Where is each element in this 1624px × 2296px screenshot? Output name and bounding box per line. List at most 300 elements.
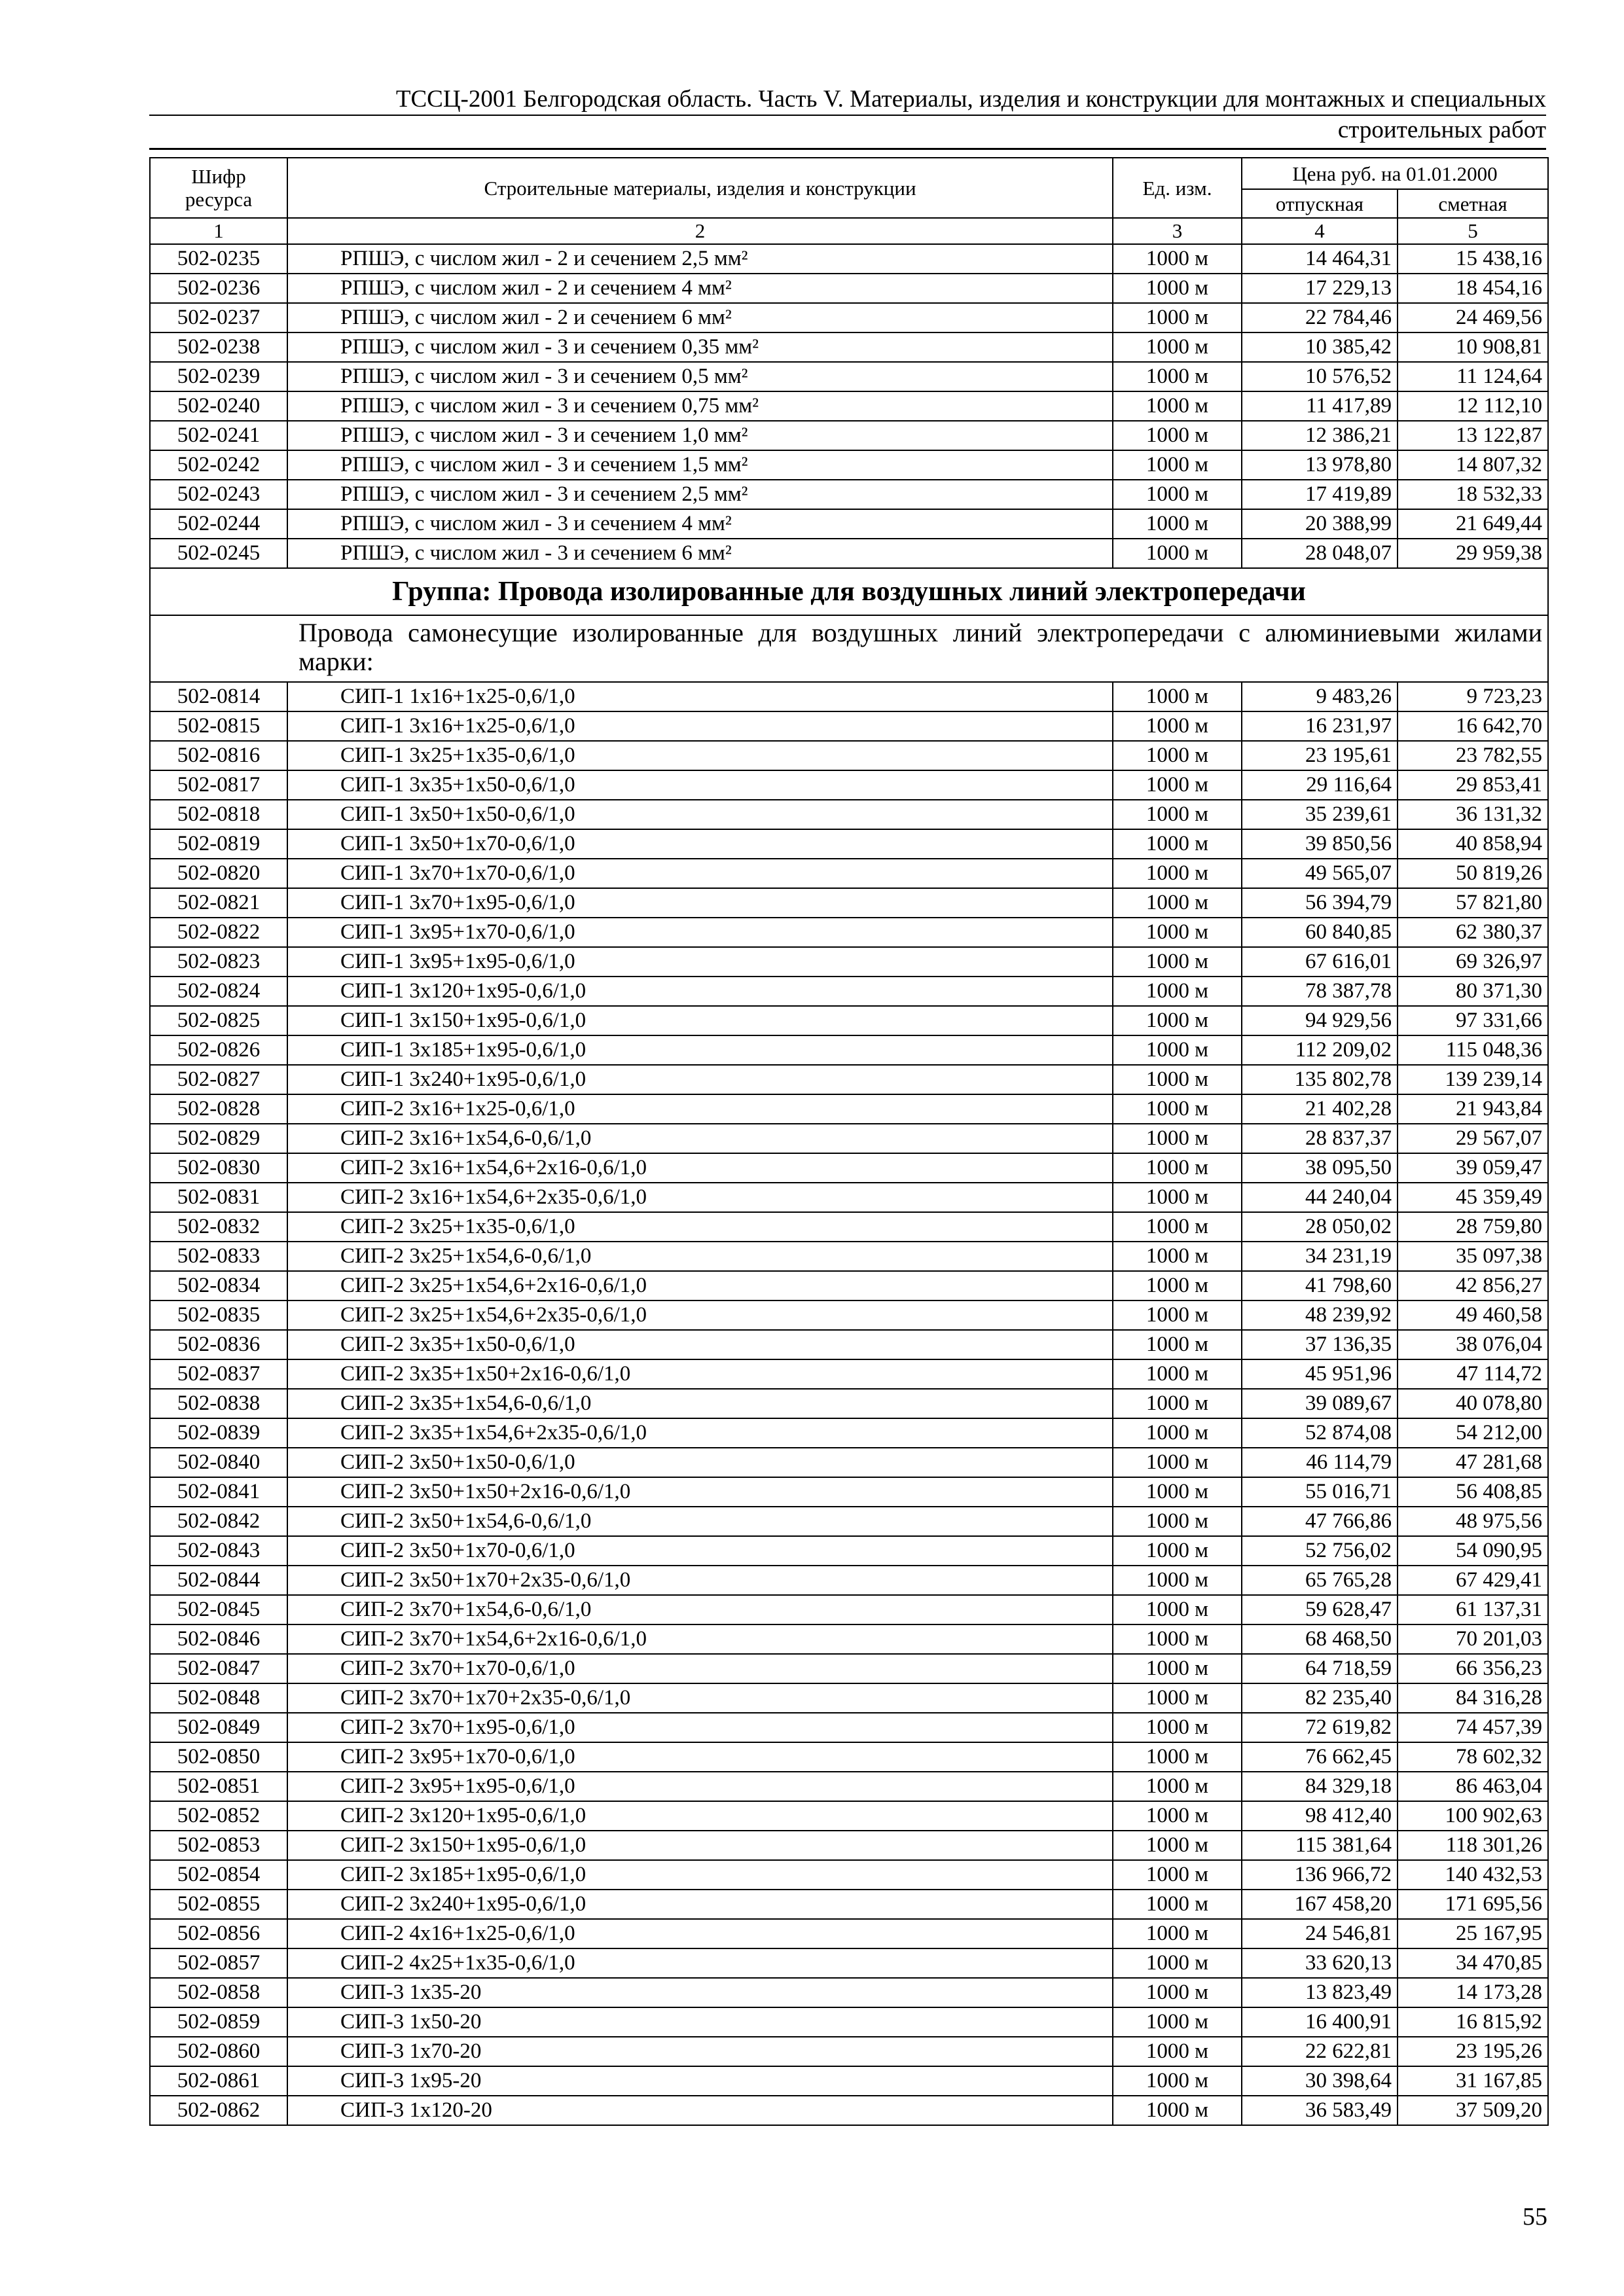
cell-code: 502-0851 xyxy=(150,1772,287,1801)
cell-estimate-price: 31 167,85 xyxy=(1398,2066,1548,2096)
cell-code: 502-0814 xyxy=(150,682,287,711)
cell-unit: 1000 м xyxy=(1113,1654,1242,1683)
cell-estimate-price: 115 048,36 xyxy=(1398,1035,1548,1065)
cell-unit: 1000 м xyxy=(1113,770,1242,800)
cell-unit: 1000 м xyxy=(1113,244,1242,274)
cell-name: СИП-2 3х50+1х54,6-0,6/1,0 xyxy=(287,1507,1113,1536)
cell-name: СИП-2 3х50+1х70+2х35-0,6/1,0 xyxy=(287,1566,1113,1595)
cell-code: 502-0831 xyxy=(150,1183,287,1212)
cell-estimate-price: 29 567,07 xyxy=(1398,1124,1548,1153)
cell-release-price: 13 823,49 xyxy=(1242,1978,1398,2007)
table-row xyxy=(150,977,1548,1006)
cell-estimate-price: 29 853,41 xyxy=(1398,770,1548,800)
cell-code: 502-0242 xyxy=(150,450,287,480)
cell-estimate-price: 140 432,53 xyxy=(1398,1860,1548,1890)
cell-name: СИП-3 1х120-20 xyxy=(287,2096,1113,2125)
cell-unit: 1000 м xyxy=(1113,947,1242,977)
cell-name: СИП-1 3х70+1х70-0,6/1,0 xyxy=(287,859,1113,888)
cell-estimate-price: 47 114,72 xyxy=(1398,1359,1548,1389)
table-row xyxy=(150,888,1548,918)
cell-estimate-price: 139 239,14 xyxy=(1398,1065,1548,1094)
cell-code: 502-0816 xyxy=(150,741,287,770)
cell-release-price: 59 628,47 xyxy=(1242,1595,1398,1624)
cell-release-price: 56 394,79 xyxy=(1242,888,1398,918)
cell-name: СИП-2 3х35+1х50-0,6/1,0 xyxy=(287,1330,1113,1359)
cell-estimate-price: 23 782,55 xyxy=(1398,741,1548,770)
col-number-4: 4 xyxy=(1242,218,1398,244)
cell-name: СИП-2 4х25+1х35-0,6/1,0 xyxy=(287,1948,1113,1978)
cell-unit: 1000 м xyxy=(1113,1183,1242,1212)
cell-code: 502-0854 xyxy=(150,1860,287,1890)
cell-code: 502-0850 xyxy=(150,1742,287,1772)
table-row xyxy=(150,1801,1548,1831)
cell-release-price: 52 874,08 xyxy=(1242,1418,1398,1448)
cell-name: СИП-1 3х50+1х50-0,6/1,0 xyxy=(287,800,1113,829)
cell-unit: 1000 м xyxy=(1113,977,1242,1006)
cell-name: РПШЭ, с числом жил - 3 и сечением 2,5 мм² xyxy=(287,480,1113,509)
cell-code: 502-0815 xyxy=(150,711,287,741)
cell-release-price: 76 662,45 xyxy=(1242,1742,1398,1772)
cell-code: 502-0822 xyxy=(150,918,287,947)
cell-code: 502-0860 xyxy=(150,2037,287,2066)
cell-name: СИП-2 3х240+1х95-0,6/1,0 xyxy=(287,1890,1113,1919)
cell-estimate-price: 16 642,70 xyxy=(1398,711,1548,741)
cell-unit: 1000 м xyxy=(1113,1271,1242,1300)
cell-release-price: 28 048,07 xyxy=(1242,539,1398,568)
cell-code: 502-0844 xyxy=(150,1566,287,1595)
table-row xyxy=(150,303,1548,332)
cell-unit: 1000 м xyxy=(1113,829,1242,859)
table-row xyxy=(150,1860,1548,1890)
cell-name: РПШЭ, с числом жил - 3 и сечением 0,35 мм² xyxy=(287,332,1113,362)
cell-name: СИП-2 3х70+1х95-0,6/1,0 xyxy=(287,1713,1113,1742)
cell-unit: 1000 м xyxy=(1113,711,1242,741)
col-number-5: 5 xyxy=(1398,218,1548,244)
cell-name: РПШЭ, с числом жил - 3 и сечением 0,75 мм² xyxy=(287,391,1113,421)
cell-estimate-price: 38 076,04 xyxy=(1398,1330,1548,1359)
cell-estimate-price: 21 943,84 xyxy=(1398,1094,1548,1124)
table-row xyxy=(150,2037,1548,2066)
cell-estimate-price: 21 649,44 xyxy=(1398,509,1548,539)
table-row xyxy=(150,1094,1548,1124)
table-row xyxy=(150,859,1548,888)
cell-code: 502-0833 xyxy=(150,1242,287,1271)
cell-unit: 1000 м xyxy=(1113,303,1242,332)
cell-estimate-price: 49 460,58 xyxy=(1398,1300,1548,1330)
cell-release-price: 136 966,72 xyxy=(1242,1860,1398,1890)
cell-release-price: 67 616,01 xyxy=(1242,947,1398,977)
cell-unit: 1000 м xyxy=(1113,2037,1242,2066)
cell-release-price: 37 136,35 xyxy=(1242,1330,1398,1359)
cell-release-price: 68 468,50 xyxy=(1242,1624,1398,1654)
cell-name: СИП-1 3х185+1х95-0,6/1,0 xyxy=(287,1035,1113,1065)
table-row xyxy=(150,1477,1548,1507)
cell-unit: 1000 м xyxy=(1113,1831,1242,1860)
table-row xyxy=(150,1595,1548,1624)
cell-name: РПШЭ, с числом жил - 3 и сечением 6 мм² xyxy=(287,539,1113,568)
cell-code: 502-0838 xyxy=(150,1389,287,1418)
cell-unit: 1000 м xyxy=(1113,2066,1242,2096)
cell-release-price: 45 951,96 xyxy=(1242,1359,1398,1389)
cell-code: 502-0832 xyxy=(150,1212,287,1242)
cell-name: СИП-1 3х120+1х95-0,6/1,0 xyxy=(287,977,1113,1006)
table-row xyxy=(150,480,1548,509)
cell-release-price: 23 195,61 xyxy=(1242,741,1398,770)
table-row xyxy=(150,711,1548,741)
cell-name: СИП-3 1х35-20 xyxy=(287,1978,1113,2007)
cell-release-price: 21 402,28 xyxy=(1242,1094,1398,1124)
cell-code: 502-0848 xyxy=(150,1683,287,1713)
header-title: ТССЦ-2001 Белгородская область. Часть V. Материалы, изделия и конструкции для монтажных и специальных xyxy=(149,84,1546,115)
table-row xyxy=(150,1536,1548,1566)
cell-name: СИП-2 3х95+1х95-0,6/1,0 xyxy=(287,1772,1113,1801)
table-row xyxy=(150,1890,1548,1919)
cell-unit: 1000 м xyxy=(1113,421,1242,450)
cell-unit: 1000 м xyxy=(1113,2007,1242,2037)
cell-code: 502-0856 xyxy=(150,1919,287,1948)
col-header-code: Шифр ресурса xyxy=(150,158,287,218)
cell-release-price: 60 840,85 xyxy=(1242,918,1398,947)
cell-name: СИП-1 3х50+1х70-0,6/1,0 xyxy=(287,829,1113,859)
cell-unit: 1000 м xyxy=(1113,332,1242,362)
cell-name: СИП-2 3х95+1х70-0,6/1,0 xyxy=(287,1742,1113,1772)
cell-code: 502-0841 xyxy=(150,1477,287,1507)
cell-release-price: 167 458,20 xyxy=(1242,1890,1398,1919)
page-header xyxy=(149,84,1546,150)
table-row xyxy=(150,1978,1548,2007)
cell-estimate-price: 61 137,31 xyxy=(1398,1595,1548,1624)
cell-unit: 1000 м xyxy=(1113,1860,1242,1890)
cell-code: 502-0817 xyxy=(150,770,287,800)
table-row xyxy=(150,332,1548,362)
group-section xyxy=(150,568,1548,682)
table-row xyxy=(150,1507,1548,1536)
cell-release-price: 12 386,21 xyxy=(1242,421,1398,450)
cell-estimate-price: 12 112,10 xyxy=(1398,391,1548,421)
cell-name: СИП-2 3х25+1х54,6+2х16-0,6/1,0 xyxy=(287,1271,1113,1300)
cell-name: СИП-2 3х35+1х50+2х16-0,6/1,0 xyxy=(287,1359,1113,1389)
cell-code: 502-0820 xyxy=(150,859,287,888)
cell-name: СИП-2 3х185+1х95-0,6/1,0 xyxy=(287,1860,1113,1890)
cell-release-price: 22 784,46 xyxy=(1242,303,1398,332)
cell-release-price: 72 619,82 xyxy=(1242,1713,1398,1742)
col-number-3: 3 xyxy=(1113,218,1242,244)
cell-release-price: 10 576,52 xyxy=(1242,362,1398,391)
cell-code: 502-0828 xyxy=(150,1094,287,1124)
cell-unit: 1000 м xyxy=(1113,1006,1242,1035)
cell-unit: 1000 м xyxy=(1113,1948,1242,1978)
cell-release-price: 16 231,97 xyxy=(1242,711,1398,741)
col-header-name: Строительные материалы, изделия и конструкции xyxy=(287,158,1113,218)
cell-unit: 1000 м xyxy=(1113,1624,1242,1654)
cell-name: СИП-1 3х95+1х70-0,6/1,0 xyxy=(287,918,1113,947)
cell-unit: 1000 м xyxy=(1113,1919,1242,1948)
table-row xyxy=(150,1271,1548,1300)
cell-unit: 1000 м xyxy=(1113,682,1242,711)
cell-estimate-price: 35 097,38 xyxy=(1398,1242,1548,1271)
cell-release-price: 39 089,67 xyxy=(1242,1389,1398,1418)
cell-unit: 1000 м xyxy=(1113,450,1242,480)
cell-release-price: 10 385,42 xyxy=(1242,332,1398,362)
cell-release-price: 65 765,28 xyxy=(1242,1566,1398,1595)
cell-unit: 1000 м xyxy=(1113,2096,1242,2125)
cell-unit: 1000 м xyxy=(1113,539,1242,568)
table-row xyxy=(150,1948,1548,1978)
cell-estimate-price: 56 408,85 xyxy=(1398,1477,1548,1507)
cell-estimate-price: 171 695,56 xyxy=(1398,1890,1548,1919)
cell-estimate-price: 18 532,33 xyxy=(1398,480,1548,509)
cell-release-price: 55 016,71 xyxy=(1242,1477,1398,1507)
cell-release-price: 39 850,56 xyxy=(1242,829,1398,859)
table-row xyxy=(150,1742,1548,1772)
cell-code: 502-0837 xyxy=(150,1359,287,1389)
cell-release-price: 22 622,81 xyxy=(1242,2037,1398,2066)
cell-code: 502-0830 xyxy=(150,1153,287,1183)
cell-code: 502-0240 xyxy=(150,391,287,421)
cell-code: 502-0821 xyxy=(150,888,287,918)
table-row xyxy=(150,1124,1548,1153)
cell-code: 502-0829 xyxy=(150,1124,287,1153)
cell-code: 502-0858 xyxy=(150,1978,287,2007)
cell-estimate-price: 48 975,56 xyxy=(1398,1507,1548,1536)
cell-code: 502-0827 xyxy=(150,1065,287,1094)
cell-unit: 1000 м xyxy=(1113,1065,1242,1094)
cell-name: РПШЭ, с числом жил - 2 и сечением 2,5 мм² xyxy=(287,244,1113,274)
cell-release-price: 24 546,81 xyxy=(1242,1919,1398,1948)
table-row xyxy=(150,1919,1548,1948)
col-header-unit: Ед. изм. xyxy=(1113,158,1242,218)
cell-release-price: 28 837,37 xyxy=(1242,1124,1398,1153)
cell-estimate-price: 14 807,32 xyxy=(1398,450,1548,480)
cell-code: 502-0840 xyxy=(150,1448,287,1477)
cell-unit: 1000 м xyxy=(1113,362,1242,391)
cell-name: СИП-3 1х50-20 xyxy=(287,2007,1113,2037)
cell-unit: 1000 м xyxy=(1113,1890,1242,1919)
group-row xyxy=(150,568,1548,615)
cell-name: СИП-2 3х25+1х54,6-0,6/1,0 xyxy=(287,1242,1113,1271)
col-header-release: отпускная xyxy=(1242,189,1398,218)
table-row xyxy=(150,1153,1548,1183)
cell-release-price: 35 239,61 xyxy=(1242,800,1398,829)
cell-code: 502-0235 xyxy=(150,244,287,274)
cell-estimate-price: 15 438,16 xyxy=(1398,244,1548,274)
cell-estimate-price: 57 821,80 xyxy=(1398,888,1548,918)
cell-code: 502-0824 xyxy=(150,977,287,1006)
cell-release-price: 115 381,64 xyxy=(1242,1831,1398,1860)
cell-name: СИП-1 1х16+1х25-0,6/1,0 xyxy=(287,682,1113,711)
table-row xyxy=(150,1654,1548,1683)
cell-name: СИП-1 3х16+1х25-0,6/1,0 xyxy=(287,711,1113,741)
cell-unit: 1000 м xyxy=(1113,1507,1242,1536)
cell-estimate-price: 39 059,47 xyxy=(1398,1153,1548,1183)
cell-release-price: 38 095,50 xyxy=(1242,1153,1398,1183)
cell-unit: 1000 м xyxy=(1113,1772,1242,1801)
table-row xyxy=(150,1212,1548,1242)
cell-unit: 1000 м xyxy=(1113,1035,1242,1065)
table-row xyxy=(150,2066,1548,2096)
cell-code: 502-0839 xyxy=(150,1418,287,1448)
cell-unit: 1000 м xyxy=(1113,1683,1242,1713)
page-number: 55 xyxy=(1523,2203,1547,2231)
cell-estimate-price: 66 356,23 xyxy=(1398,1654,1548,1683)
cell-estimate-price: 69 326,97 xyxy=(1398,947,1548,977)
cell-code: 502-0835 xyxy=(150,1300,287,1330)
cell-release-price: 47 766,86 xyxy=(1242,1507,1398,1536)
cell-name: СИП-2 3х16+1х54,6+2х16-0,6/1,0 xyxy=(287,1153,1113,1183)
cell-estimate-price: 118 301,26 xyxy=(1398,1831,1548,1860)
cell-unit: 1000 м xyxy=(1113,888,1242,918)
cell-name: СИП-2 3х35+1х54,6+2х35-0,6/1,0 xyxy=(287,1418,1113,1448)
col-header-price-group: Цена руб. на 01.01.2000 xyxy=(1242,158,1548,189)
cell-release-price: 98 412,40 xyxy=(1242,1801,1398,1831)
cell-estimate-price: 47 281,68 xyxy=(1398,1448,1548,1477)
cell-name: СИП-2 3х70+1х70+2х35-0,6/1,0 xyxy=(287,1683,1113,1713)
cell-unit: 1000 м xyxy=(1113,918,1242,947)
cell-release-price: 16 400,91 xyxy=(1242,2007,1398,2037)
cell-estimate-price: 11 124,64 xyxy=(1398,362,1548,391)
cell-release-price: 135 802,78 xyxy=(1242,1065,1398,1094)
table-row xyxy=(150,1713,1548,1742)
cell-estimate-price: 24 469,56 xyxy=(1398,303,1548,332)
cell-code: 502-0826 xyxy=(150,1035,287,1065)
table-row xyxy=(150,1330,1548,1359)
cell-unit: 1000 м xyxy=(1113,1124,1242,1153)
cell-code: 502-0853 xyxy=(150,1831,287,1860)
cell-name: СИП-2 3х70+1х70-0,6/1,0 xyxy=(287,1654,1113,1683)
cell-unit: 1000 м xyxy=(1113,509,1242,539)
cell-unit: 1000 м xyxy=(1113,391,1242,421)
cell-estimate-price: 23 195,26 xyxy=(1398,2037,1548,2066)
cell-code: 502-0238 xyxy=(150,332,287,362)
cell-name: СИП-2 3х50+1х70-0,6/1,0 xyxy=(287,1536,1113,1566)
cell-estimate-price: 18 454,16 xyxy=(1398,274,1548,303)
cell-name: СИП-1 3х70+1х95-0,6/1,0 xyxy=(287,888,1113,918)
cell-name: РПШЭ, с числом жил - 3 и сечением 1,0 мм² xyxy=(287,421,1113,450)
cell-estimate-price: 36 131,32 xyxy=(1398,800,1548,829)
table-row xyxy=(150,947,1548,977)
col-header-estimate: сметная xyxy=(1398,189,1548,218)
table-row xyxy=(150,1006,1548,1035)
cell-name: СИП-2 3х70+1х54,6+2х16-0,6/1,0 xyxy=(287,1624,1113,1654)
cell-code: 502-0245 xyxy=(150,539,287,568)
cell-release-price: 29 116,64 xyxy=(1242,770,1398,800)
cell-estimate-price: 86 463,04 xyxy=(1398,1772,1548,1801)
table-row xyxy=(150,362,1548,391)
header-title-continuation: строительных работ xyxy=(1337,117,1546,143)
cell-unit: 1000 м xyxy=(1113,480,1242,509)
cell-estimate-price: 28 759,80 xyxy=(1398,1212,1548,1242)
price-table xyxy=(149,157,1549,2126)
cell-code: 502-0849 xyxy=(150,1713,287,1742)
cell-unit: 1000 м xyxy=(1113,1300,1242,1330)
cell-release-price: 17 419,89 xyxy=(1242,480,1398,509)
table-row xyxy=(150,1035,1548,1065)
table-row xyxy=(150,2007,1548,2037)
cell-unit: 1000 м xyxy=(1113,1566,1242,1595)
table-row xyxy=(150,1389,1548,1418)
cell-code: 502-0825 xyxy=(150,1006,287,1035)
cell-name: СИП-2 3х150+1х95-0,6/1,0 xyxy=(287,1831,1113,1860)
cell-estimate-price: 10 908,81 xyxy=(1398,332,1548,362)
cell-unit: 1000 м xyxy=(1113,1595,1242,1624)
cell-estimate-price: 34 470,85 xyxy=(1398,1948,1548,1978)
cell-estimate-price: 14 173,28 xyxy=(1398,1978,1548,2007)
cell-estimate-price: 37 509,20 xyxy=(1398,2096,1548,2125)
cell-name: СИП-3 1х70-20 xyxy=(287,2037,1113,2066)
table-row xyxy=(150,1242,1548,1271)
table-row xyxy=(150,1831,1548,1860)
table-section-rpshe xyxy=(150,244,1548,568)
cell-name: СИП-2 3х25+1х54,6+2х35-0,6/1,0 xyxy=(287,1300,1113,1330)
cell-code: 502-0852 xyxy=(150,1801,287,1831)
cell-name: СИП-1 3х25+1х35-0,6/1,0 xyxy=(287,741,1113,770)
cell-unit: 1000 м xyxy=(1113,1389,1242,1418)
table-row xyxy=(150,1065,1548,1094)
cell-unit: 1000 м xyxy=(1113,1536,1242,1566)
subheading-row xyxy=(150,615,1548,682)
cell-estimate-price: 97 331,66 xyxy=(1398,1006,1548,1035)
cell-estimate-price: 84 316,28 xyxy=(1398,1683,1548,1713)
cell-estimate-price: 54 090,95 xyxy=(1398,1536,1548,1566)
cell-release-price: 30 398,64 xyxy=(1242,2066,1398,2096)
cell-release-price: 34 231,19 xyxy=(1242,1242,1398,1271)
cell-code: 502-0842 xyxy=(150,1507,287,1536)
cell-name: СИП-2 3х16+1х54,6-0,6/1,0 xyxy=(287,1124,1113,1153)
cell-code: 502-0846 xyxy=(150,1624,287,1654)
cell-name: СИП-2 3х16+1х25-0,6/1,0 xyxy=(287,1094,1113,1124)
cell-release-price: 28 050,02 xyxy=(1242,1212,1398,1242)
cell-unit: 1000 м xyxy=(1113,1212,1242,1242)
cell-release-price: 9 483,26 xyxy=(1242,682,1398,711)
table-row xyxy=(150,539,1548,568)
cell-estimate-price: 45 359,49 xyxy=(1398,1183,1548,1212)
table-row xyxy=(150,274,1548,303)
cell-unit: 1000 м xyxy=(1113,1330,1242,1359)
table-header xyxy=(150,158,1548,244)
cell-code: 502-0843 xyxy=(150,1536,287,1566)
cell-unit: 1000 м xyxy=(1113,1418,1242,1448)
table-section-sip xyxy=(150,682,1548,2125)
cell-estimate-price: 29 959,38 xyxy=(1398,539,1548,568)
table-row xyxy=(150,829,1548,859)
col-number-1: 1 xyxy=(150,218,287,244)
cell-estimate-price: 62 380,37 xyxy=(1398,918,1548,947)
cell-code: 502-0862 xyxy=(150,2096,287,2125)
cell-estimate-price: 40 078,80 xyxy=(1398,1389,1548,1418)
cell-release-price: 11 417,89 xyxy=(1242,391,1398,421)
cell-code: 502-0237 xyxy=(150,303,287,332)
cell-code: 502-0243 xyxy=(150,480,287,509)
cell-release-price: 44 240,04 xyxy=(1242,1183,1398,1212)
cell-unit: 1000 м xyxy=(1113,1153,1242,1183)
cell-estimate-price: 13 122,87 xyxy=(1398,421,1548,450)
cell-release-price: 94 929,56 xyxy=(1242,1006,1398,1035)
table-row xyxy=(150,770,1548,800)
cell-release-price: 14 464,31 xyxy=(1242,244,1398,274)
cell-name: СИП-2 4х16+1х25-0,6/1,0 xyxy=(287,1919,1113,1948)
table-row xyxy=(150,1359,1548,1389)
cell-estimate-price: 78 602,32 xyxy=(1398,1742,1548,1772)
cell-code: 502-0834 xyxy=(150,1271,287,1300)
cell-code: 502-0859 xyxy=(150,2007,287,2037)
cell-code: 502-0861 xyxy=(150,2066,287,2096)
table-row xyxy=(150,1772,1548,1801)
table-row xyxy=(150,1624,1548,1654)
cell-unit: 1000 м xyxy=(1113,1359,1242,1389)
cell-unit: 1000 м xyxy=(1113,1713,1242,1742)
cell-release-price: 52 756,02 xyxy=(1242,1536,1398,1566)
cell-release-price: 78 387,78 xyxy=(1242,977,1398,1006)
